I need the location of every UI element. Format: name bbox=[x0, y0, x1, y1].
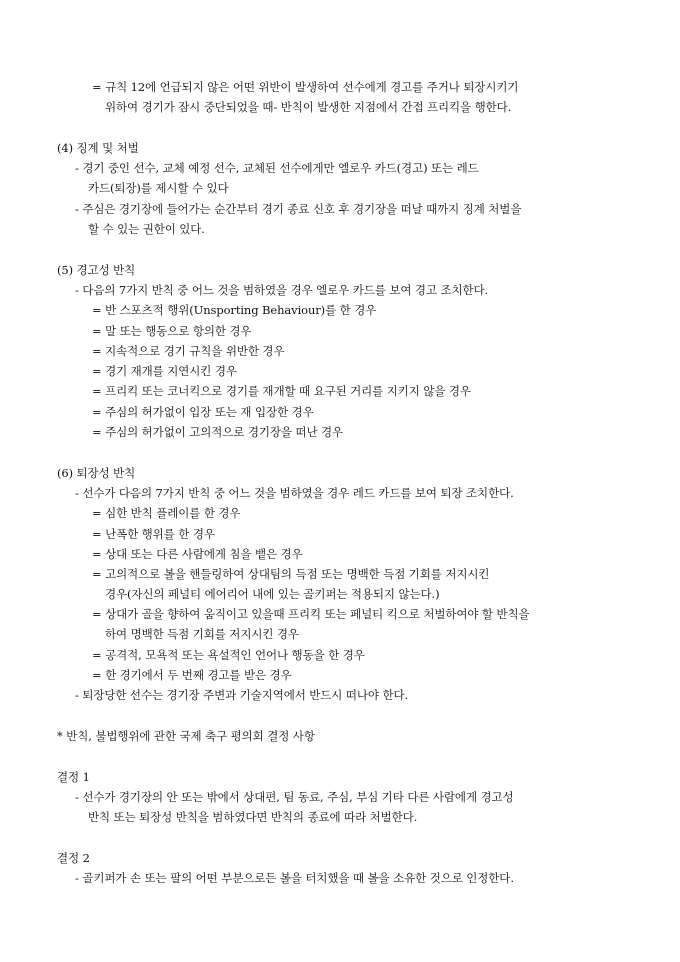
decision-1-heading: 결정 1 bbox=[57, 770, 90, 784]
section-6-item-4-line-2: 경우(자신의 페널티 에어리어 내에 있는 골키퍼는 적용되지 않는다.) bbox=[105, 587, 440, 601]
intro-line-1: = 규칙 12에 언급되지 않은 어떤 위반이 발생하여 선수에게 경고를 주거나 퇴장시키기 bbox=[92, 80, 519, 94]
section-4-heading: (4) 징계 및 처벌 bbox=[57, 141, 139, 155]
section-5-item: = 경기 재개를 지연시킨 경우 bbox=[92, 364, 237, 378]
section-5-intro: - 다음의 7가지 반칙 중 어느 것을 범하였을 경우 엘로우 카드를 보여 경고 조치한다. bbox=[75, 283, 489, 297]
section-6-item-4-line-1: = 고의적으로 볼을 핸들링하여 상대팀의 득점 또는 명백한 득점 기회를 저지시킨 bbox=[92, 567, 490, 581]
section-5-item: = 주심의 허가없이 고의적으로 경기장을 떠난 경우 bbox=[92, 425, 344, 439]
decision-2-heading: 결정 2 bbox=[57, 851, 90, 865]
section-5-heading: (5) 경고성 반칙 bbox=[57, 263, 136, 277]
section-6-item-6: = 공격적, 모욕적 또는 욕설적인 언어나 행동을 한 경우 bbox=[92, 648, 365, 662]
section-6-item-1: = 심한 반칙 플레이를 한 경우 bbox=[92, 506, 241, 520]
section-6-item-5-line-1: = 상대가 골을 향하여 움직이고 있을때 프리킥 또는 페널티 킥으로 처벌하여야 할 반칙을 bbox=[92, 607, 530, 621]
section-6-item-3: = 상대 또는 다른 사람에게 침을 뱉은 경우 bbox=[92, 547, 303, 561]
section-4-bullet-2-line-1: - 주심은 경기장에 들어가는 순간부터 경기 종료 신호 후 경기장을 떠날 때까지 징계 처벌을 bbox=[75, 202, 522, 216]
section-4-bullet-1-line-2: 카드(퇴장)를 제시할 수 있다 bbox=[88, 181, 229, 195]
decision-2-line-1: - 골키퍼가 손 또는 팔의 어떤 부분으로든 볼을 터치했을 때 볼을 소유한 것으로 인정한다. bbox=[75, 871, 514, 885]
decision-1-line-2: 반칙 또는 퇴장성 반칙을 범하였다면 반칙의 종료에 따라 처벌한다. bbox=[88, 810, 418, 824]
section-6-item-5-line-2: 하여 명백한 득점 기회를 저지시킨 경우 bbox=[105, 627, 299, 641]
section-5-item: = 지속적으로 경기 규칙을 위반한 경우 bbox=[92, 344, 285, 358]
section-4-bullet-2-line-2: 할 수 있는 권한이 있다. bbox=[88, 222, 205, 236]
section-6-item-2: = 난폭한 행위를 한 경우 bbox=[92, 527, 215, 541]
section-5-item: = 주심의 허가없이 입장 또는 재 입장한 경우 bbox=[92, 405, 314, 419]
section-6-intro: - 선수가 다음의 7가지 반칙 중 어느 것을 범하였을 경우 레드 카드를 보여 퇴장 조치한다. bbox=[75, 486, 514, 500]
section-6-item-7: = 한 경기에서 두 번째 경고를 받은 경우 bbox=[92, 668, 292, 682]
section-5-item: = 말 또는 행동으로 항의한 경우 bbox=[92, 324, 252, 338]
section-6-outro: - 퇴장당한 선수는 경기장 주변과 기술지역에서 반드시 떠나야 한다. bbox=[75, 688, 409, 702]
section-6-heading: (6) 퇴장성 반칙 bbox=[57, 466, 136, 480]
note-line: * 반칙, 불법행위에 관한 국제 축구 평의회 결정 사항 bbox=[57, 729, 315, 743]
intro-line-2: 위하여 경기가 잠시 중단되었을 때- 반칙이 발생한 지점에서 간접 프리킥을 행한다. bbox=[105, 100, 512, 114]
section-5-item: = 프리킥 또는 코너킥으로 경기를 재개할 때 요구된 거리를 지키지 않을 경우 bbox=[92, 384, 471, 398]
section-4-bullet-1-line-1: - 경기 중인 선수, 교체 예정 선수, 교체된 선수에게만 엘로우 카드(경고) 또는 레드 bbox=[75, 161, 479, 175]
decision-1-line-1: - 선수가 경기장의 안 또는 밖에서 상대편, 팀 동료, 주심, 부심 기타 다른 사람에게 경고성 bbox=[75, 790, 514, 804]
section-5-item: = 반 스포츠적 행위(Unsporting Behaviour)를 한 경우 bbox=[92, 303, 377, 317]
